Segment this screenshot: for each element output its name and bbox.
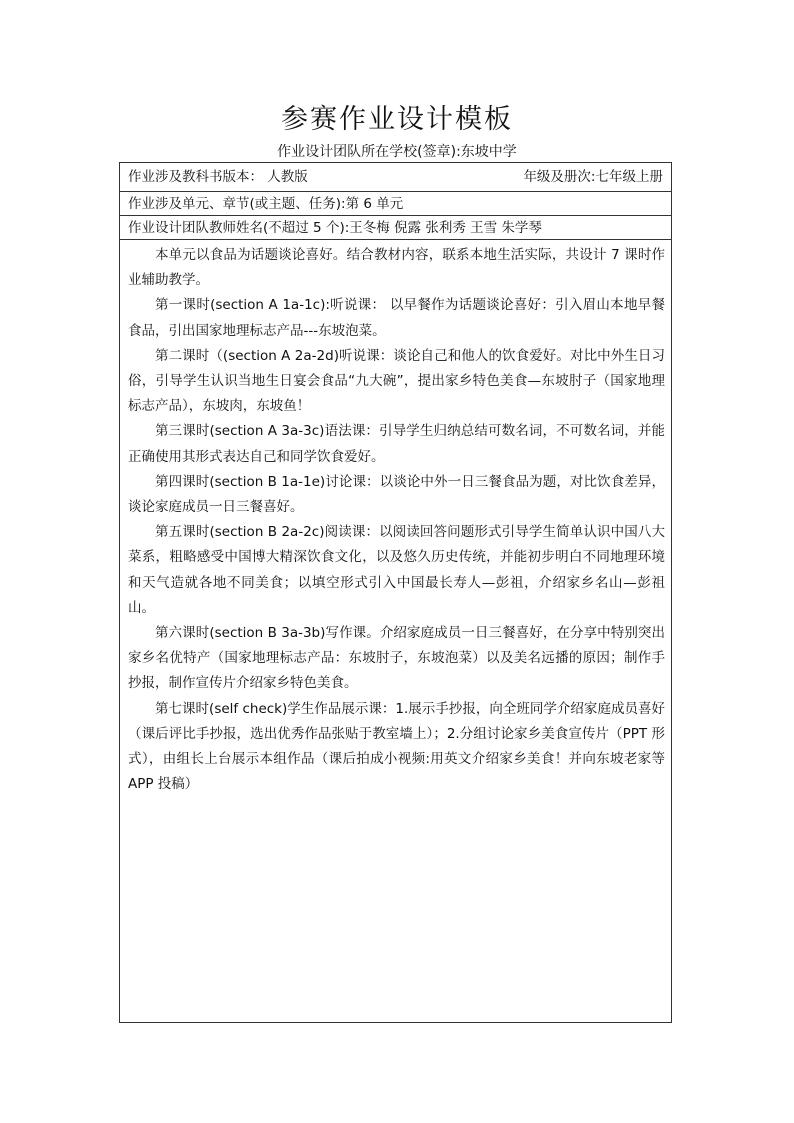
design-content — [128, 243, 665, 797]
textbook-version: 作业涉及教科书版本： 人教版 — [128, 169, 308, 185]
paragraph-lesson-2: 第二课时（(section A 2a-2d)听说课：谈论自己和他人的饮食爱好。对比中外生日习俗，引导学生认识当地生日宴会食品“九大碗”，提出家乡特色美食—东坡肘子（国家地理标志产品），东坡肉，东坡鱼！ — [128, 347, 665, 415]
paragraph-lesson-5: 第五课时(section B 2a-2c)阅读课：以阅读回答问题形式引导学生简单认识中国八大菜系，粗略感受中国博大精深饮食文化，以及悠久历史传统，并能初步明白不同地理环境和天气造就各地不同美食；以填空形式引入中国最长寿人—彭祖，介绍家乡名山—彭祖山。 — [128, 524, 665, 616]
paragraph-lesson-1: 第一课时(section A 1a-1c):听说课： 以早餐作为话题谈论喜好：引入眉山本地早餐食品，引出国家地理标志产品---东坡泡菜。 — [128, 297, 665, 339]
page-title: 参赛作业设计模板 — [281, 104, 513, 135]
paragraph-lesson-3: 第三课时(section A 3a-3c)语法课：引导学生归纳总结可数名词，不可数名词，并能正确使用其形式表达自己和同学饮食爱好。 — [128, 423, 665, 465]
grade-volume: 年级及册次:七年级上册 — [523, 169, 663, 185]
school-signature-line: 作业设计团队所在学校(签章):东坡中学 — [277, 144, 517, 160]
unit-row — [120, 192, 671, 216]
paragraph-lesson-7: 第七课时(self check)学生作品展示课：1.展示手抄报，向全班同学介绍家庭成员喜好（课后评比手抄报，选出优秀作品张贴于教室墙上）；2.分组讨论家乡美食宣传片（PPT 形式），由组长上台展示本组作品（课后拍成小视频:用英文介绍家乡美食！并向东坡老家等 APP 投稿） — [128, 700, 665, 793]
textbook-row — [120, 163, 671, 192]
teachers-text: 作业设计团队教师姓名(不超过 5 个):王冬梅 倪露 张利秀 王雪 朱学琴 — [128, 220, 542, 236]
teachers-row — [120, 216, 671, 240]
paragraph-lesson-4: 第四课时(section B 1a-1e)讨论课：以谈论中外一日三餐食品为题，对比饮食差异，谈论家庭成员一日三餐喜好。 — [128, 473, 665, 516]
paragraph-lesson-6: 第六课时(section B 3a-3b)写作课。介绍家庭成员一日三餐喜好，在分享中特别突出家乡名优特产（国家地理标志产品：东坡肘子，东坡泡菜）以及美名远播的原因；制作手抄报，制作宣传片介绍家乡特色美食。 — [128, 625, 665, 692]
paragraph-intro: 本单元以食品为话题谈论喜好。结合教材内容，联系本地生活实际，共设计 7 课时作业辅助教学。 — [128, 247, 665, 289]
unit-text: 作业涉及单元、章节(或主题、任务):第 6 单元 — [128, 196, 404, 212]
homework-design-form — [119, 162, 672, 1023]
